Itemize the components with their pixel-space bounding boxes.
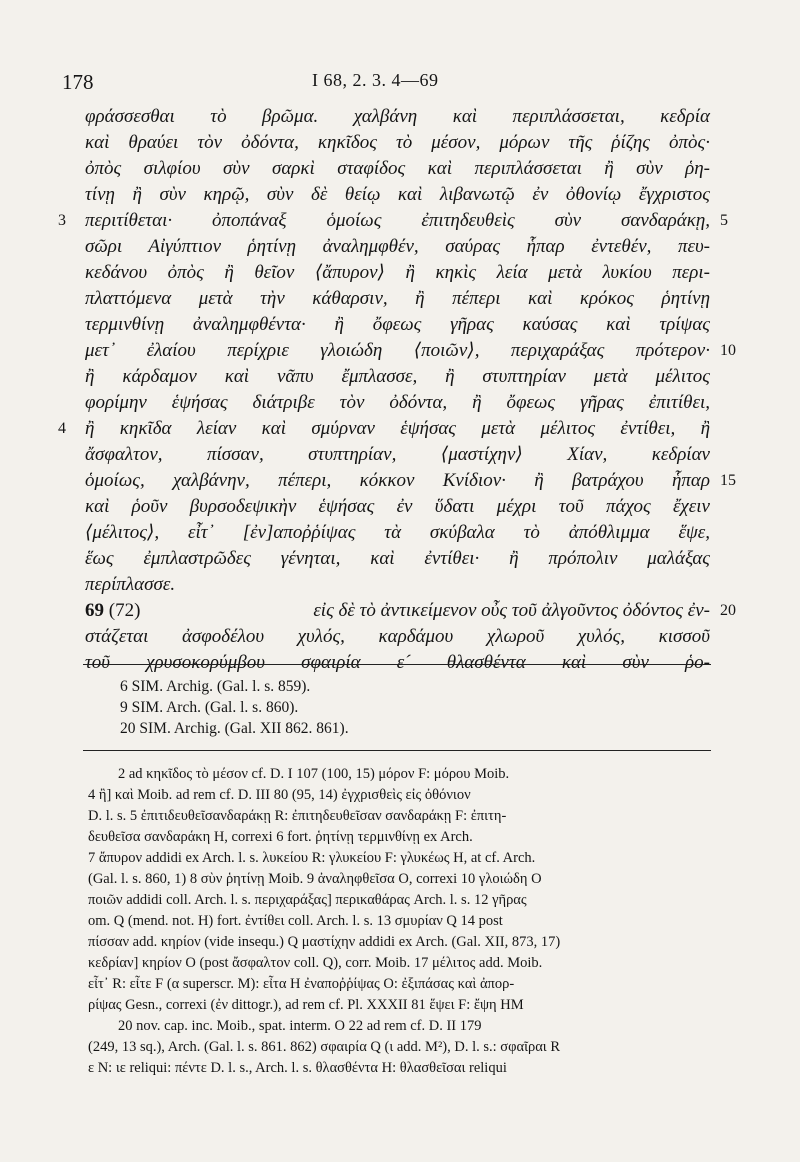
apparatus-line: δευθεῖσα σανδαράκη H, correxi 6 fort. ῥητίνῃ τερμινθίνῃ ex Arch. xyxy=(88,829,473,845)
section-marker: 3 xyxy=(58,212,66,229)
apparatus-line: D. l. s. 5 ἐπιτιδευθεῖσανδαράκῃ R: ἐπιτηδευθεῖσαν σανδαράκῃ F: ἐπιτη- xyxy=(88,808,507,824)
line-number: 10 xyxy=(720,342,736,359)
text-line: καὶ θραύει τὸν ὀδόντα, κηκῖδος τὸ μέσον, μόρων τῆς ῥίζης ὀπὸς· xyxy=(85,132,710,153)
line-number: 5 xyxy=(720,212,728,229)
source-line: 9 SIM. Arch. (Gal. l. s. 860). xyxy=(120,699,299,716)
text-line: περίπλασσε. xyxy=(85,574,176,595)
text-line: τερμινθίνῃ ἀναλημφθέντα· ἢ ὄφεως γῆρας καύσας καὶ τρίψας xyxy=(85,314,710,335)
section-number: 69 xyxy=(85,600,104,621)
text-line: φορίμην ἑψήσας διάτριβε τὸν ὀδόντα, ἢ ὄφεως γῆρας ἐπιτίθει, xyxy=(85,392,710,413)
apparatus-line: κεδρίαν] κηρίον O (post ἄσφαλτον coll. Q), corr. Moib. 17 μέλιτος add. Moib. xyxy=(88,955,543,971)
text-line: τοῦ χρυσοκορύμβου σφαιρία ε´ θλασθέντα καὶ σὺν ῥο- xyxy=(85,652,710,673)
text-line: ἢ κάρδαμον καὶ νᾶπυ ἔμπλασσε, ἢ στυπτηρίαν μετὰ μέλιτος xyxy=(85,366,710,387)
line-number: 20 xyxy=(720,602,736,619)
apparatus-line: om. Q (mend. not. H) fort. ἐντίθει coll. Arch. l. s. 13 σμυρίαν Q 14 post xyxy=(88,913,503,929)
apparatus-line: 2 ad κηκῖδος τὸ μέσον cf. D. I 107 (100, 15) μόρον F: μόρου Moib. xyxy=(118,766,510,782)
apparatus-line: ποιῶν addidi coll. Arch. l. s. περιχαράξας] περικαθάρας Arch. l. s. 12 γῆρας xyxy=(88,892,527,908)
divider xyxy=(83,750,711,751)
apparatus-line: ρίψας Gesn., correxi (ἐν dittogr.), ad rem cf. Pl. XXXII 81 ἕψει F: ἔψη HM xyxy=(88,997,524,1013)
section-marker: 4 xyxy=(58,420,66,437)
apparatus-line: πίσσαν add. κηρίον (vide insequ.) Q μαστίχην addidi ex Arch. (Gal. XII, 873, 17) xyxy=(88,934,561,950)
source-line: 6 SIM. Archig. (Gal. l. s. 859). xyxy=(120,678,311,695)
text-line: ἢ κηκῖδα λείαν καὶ σμύρναν ἑψήσας μετὰ μέλιτος ἐντίθει, ἢ xyxy=(85,418,710,439)
text-line: φράσσεσθαι τὸ βρῶμα. χαλβάνη καὶ περιπλάσσεται, κεδρία xyxy=(85,106,710,127)
page-number: 178 xyxy=(62,70,94,94)
text-line: εἰς δὲ τὸ ἀντικείμενον οὖς τοῦ ἀλγοῦντος ὀδόντος ἐν- xyxy=(313,600,710,621)
text-line: σῶρι Αἰγύπτιον ῥητίνῃ ἀναλημφθέν, σαύρας ἧπαρ ἐντεθέν, πευ- xyxy=(85,236,710,257)
text-line: ἄσφαλτον, πίσσαν, στυπτηρίαν, ⟨μαστίχην⟩ Χίαν, κεδρίαν xyxy=(85,444,710,465)
apparatus-line: (249, 13 sq.), Arch. (Gal. l. s. 861. 862) σφαιρία Q (ι add. M²), D. l. s.: σφαῖραι R xyxy=(88,1039,561,1055)
apparatus-line: 20 nov. cap. inc. Moib., spat. interm. O 22 ad rem cf. D. II 179 xyxy=(118,1018,482,1034)
text-line: τίνῃ ἢ σὺν κηρῷ, σὺν δὲ θείῳ καὶ λιβανωτῷ ἐν ὀθονίῳ ἔγχριστος xyxy=(85,184,710,205)
source-references xyxy=(120,676,680,739)
text-line: πλαττόμενα μετὰ τὴν κάθαρσιν, ἢ πέπερι καὶ κρόκος ῥητίνῃ xyxy=(85,288,710,309)
divider xyxy=(83,664,711,665)
text-line: μετ᾽ ἐλαίου περίχριε γλοιώδη ⟨ποιῶν⟩, περιχαράξας πρότερον· xyxy=(85,340,710,361)
line-number: 15 xyxy=(720,472,736,489)
running-head: I 68, 2. 3. 4—69 xyxy=(312,70,439,90)
text-line: ἕως ἐμπλαστρῶδες γένηται, καὶ ἐντίθει· ἢ πρόπολιν μαλάξας xyxy=(85,548,710,569)
apparatus-line: ε N: ιε reliqui: πέντε D. l. s., Arch. l. s. θλασθέντα H: θλασθεῖσαι reliqui xyxy=(88,1060,507,1076)
text-line: περιτίθεται· ὀποπάναξ ὁμοίως ἐπιτηδευθεὶς σὺν σανδαράκῃ, xyxy=(85,210,710,231)
text-line: ⟨μέλιτος⟩, εἶτ᾽ [ἐν]αποῤῥίψας τὰ σκύβαλα τὸ ἀπόθλιμμα ἕψε, xyxy=(85,522,710,543)
apparatus-line: (Gal. l. s. 860, 1) 8 σὺν ῥητίνῃ Moib. 9 ἀναληφθεῖσα O, correxi 10 γλοιώδη O xyxy=(88,871,542,887)
apparatus-line: εἶτ᾽ R: εἶτε F (α superscr. M): εἶτα H ἐναποῤῥίψας O: ἐξιπάσας καὶ ἀπορ- xyxy=(88,976,515,992)
text-line: στάζεται ἀσφοδέλου χυλός, καρδάμου χλωροῦ χυλός, κισσοῦ xyxy=(85,626,710,647)
text-line: καὶ ῥοῦν βυρσοδεψικὴν ἑψήσας ἐν ὕδατι μέχρι τοῦ πάχος ἔχειν xyxy=(85,496,710,517)
apparatus-line: 4 ἢ] καὶ Moib. ad rem cf. D. III 80 (95, 14) ἐγχρισθεὶς εἰς ὀθόνιον xyxy=(88,787,471,803)
text-line: ὀπὸς σιλφίου σὺν σαρκὶ σταφίδος καὶ περιπλάσσεται ἢ σὺν ῥη- xyxy=(85,158,710,179)
source-line: 20 SIM. Archig. (Gal. XII 862. 861). xyxy=(120,720,349,737)
text-line: κεδάνου ὀπὸς ἢ θεῖον ⟨ἄπυρον⟩ ἢ κηκὶς λεία μετὰ λυκίου περι- xyxy=(85,262,710,283)
page-header xyxy=(62,70,742,100)
text-line: ὁμοίως, χαλβάνην, πέπερι, κόκκον Κνίδιον· ἢ βατράχου ἧπαρ xyxy=(85,470,710,491)
section-ref: (72) xyxy=(108,600,141,621)
apparatus-line: 7 ἄπυρον addidi ex Arch. l. s. λυκείου R: γλυκείου F: γλυκέως H, at cf. Arch. xyxy=(88,850,536,866)
section-start-line xyxy=(85,598,710,624)
